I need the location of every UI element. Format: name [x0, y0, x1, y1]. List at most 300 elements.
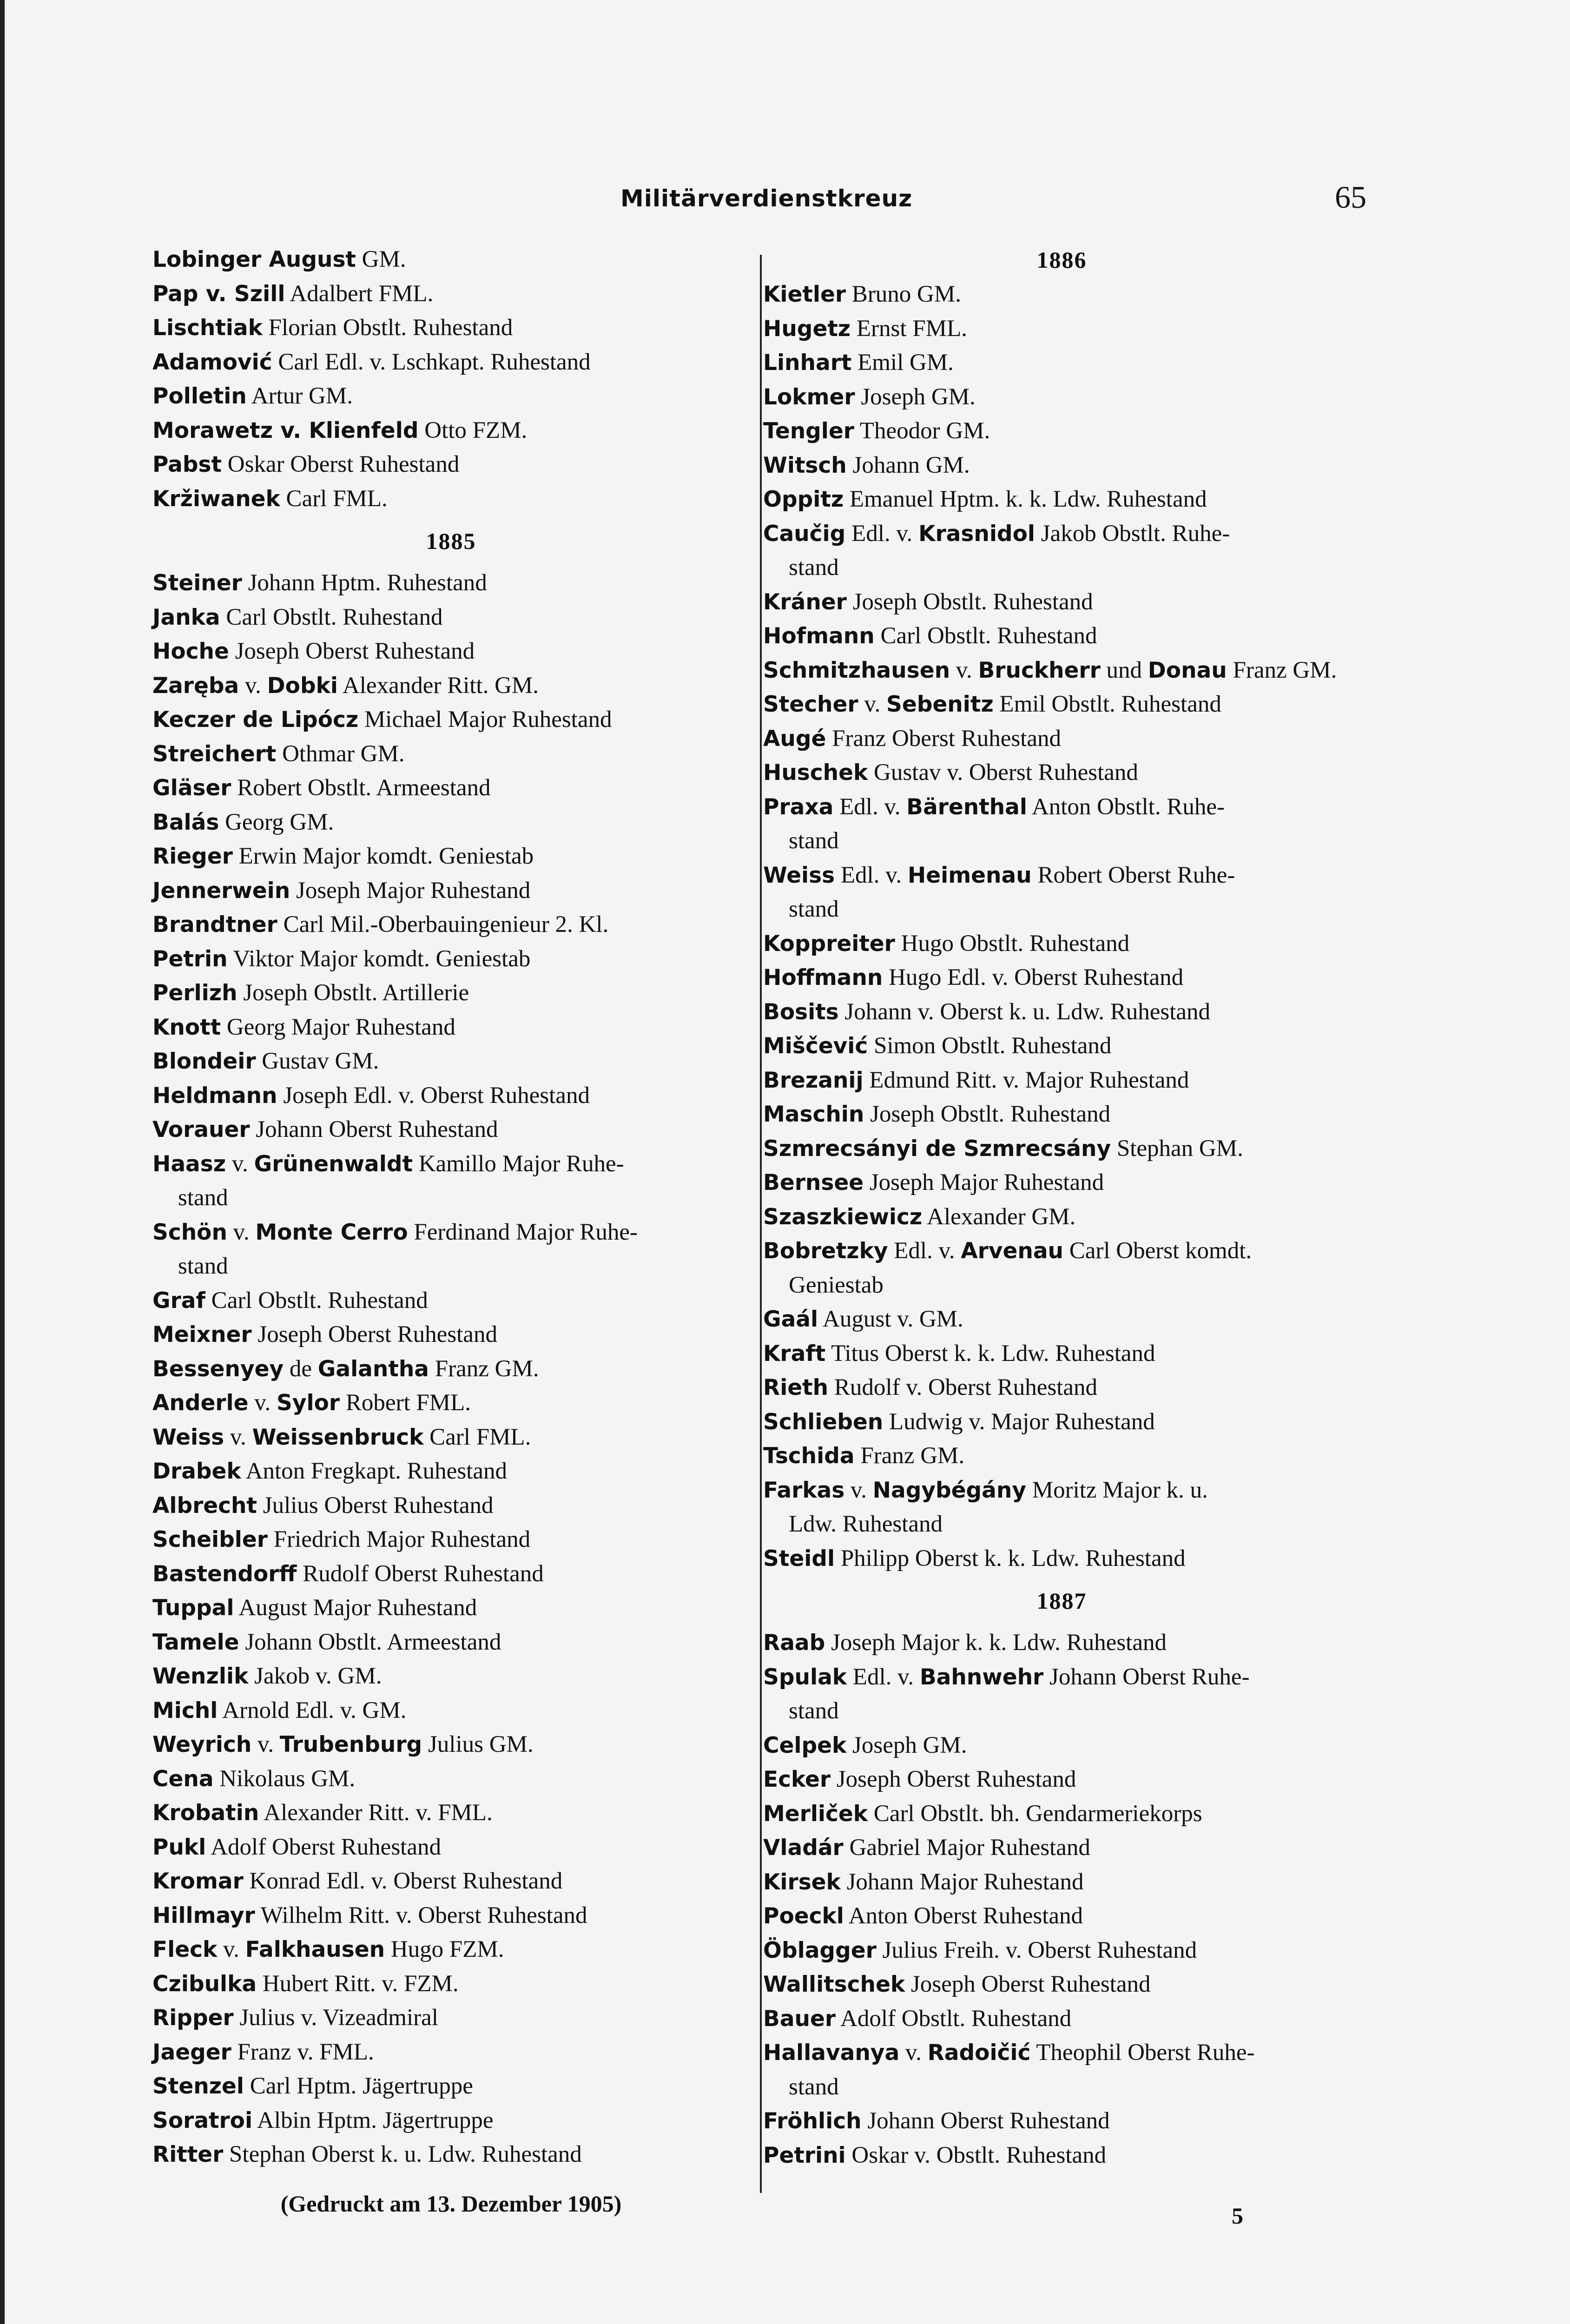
entry-details: v. [899, 2040, 928, 2066]
entry-details: Johann GM. [846, 452, 970, 478]
entry-details: v. [217, 1936, 245, 1962]
list-item [763, 1831, 1360, 1865]
entry-surname: Vorauer [152, 1117, 250, 1142]
list-item [152, 1454, 750, 1489]
list-item [152, 2001, 750, 2035]
list-item [763, 2002, 1360, 2036]
entry-details: Adolf Oberst Ruhestand [206, 1834, 441, 1860]
list-item [152, 2069, 750, 2104]
list-item [152, 737, 750, 772]
entry-details: v. [844, 1477, 873, 1503]
entry-continuation: stand [789, 555, 839, 581]
entry-surname: Falkhausen [245, 1937, 385, 1962]
list-item [152, 1933, 750, 1967]
entry-surname: Gaál [763, 1307, 818, 1332]
entry-surname: Huschek [763, 760, 868, 786]
entry-details: Stephan Oberst k. u. Ldw. Ruhestand [223, 2141, 582, 2167]
list-item [763, 1660, 1360, 1729]
list-item [763, 482, 1360, 517]
entry-details: Joseph Oberst Ruhestand [905, 1971, 1151, 1997]
entry-details: Philipp Oberst k. k. Ldw. Ruhestand [835, 1545, 1186, 1571]
entry-details: Gabriel Major Ruhestand [843, 1835, 1090, 1861]
entry-details: Johann v. Oberst k. u. Ldw. Ruhestand [838, 998, 1211, 1025]
column-divider [760, 255, 762, 2193]
list-item [152, 1386, 750, 1420]
entry-details: v. [226, 1150, 254, 1177]
list-1886 [763, 277, 1360, 1576]
list-item [152, 1079, 750, 1113]
list-item [763, 414, 1360, 449]
list-item [763, 1797, 1360, 1831]
entry-surname: Bobretzky [763, 1238, 888, 1264]
entry-surname: Witsch [763, 452, 847, 478]
entry-surname: Krobatin [152, 1800, 259, 1826]
entry-surname: Haasz [152, 1151, 226, 1177]
entry-surname: Michl [152, 1697, 218, 1723]
entry-details: Adalbert FML. [285, 280, 434, 307]
entry-surname: Heldmann [152, 1083, 277, 1109]
entry-details: Edl. v. [845, 520, 919, 547]
list-item [763, 1967, 1360, 2002]
entry-details: Edmund Ritt. v. Major Ruhestand [863, 1067, 1189, 1093]
entry-details: Johann Major Ruhestand [840, 1868, 1084, 1895]
entry-details: v. [251, 1731, 280, 1757]
entry-surname: Spulak [763, 1664, 847, 1690]
list-item [152, 1489, 750, 1523]
entry-details: und [1100, 657, 1148, 683]
entry-surname: Kržiwanek [152, 486, 280, 512]
list-item [763, 1200, 1360, 1235]
entry-surname: Trubenburg [279, 1732, 422, 1757]
entry-details: Emil GM. [851, 350, 954, 376]
list-item [152, 1659, 750, 1694]
list-item [152, 874, 750, 908]
list-item [763, 1405, 1360, 1439]
list-item [152, 1352, 750, 1386]
list-item [763, 517, 1360, 585]
entry-details: Johann Obstlt. Armeestand [239, 1629, 501, 1655]
list-item [152, 1899, 750, 1933]
list-item [152, 1625, 750, 1660]
list-item [152, 805, 750, 840]
entry-surname: Maschin [763, 1102, 864, 1127]
entry-details: Julius GM. [422, 1731, 534, 1757]
list-item [152, 634, 750, 669]
list-item [152, 908, 750, 942]
entry-details: Gustav v. Oberst Ruhestand [868, 759, 1138, 786]
entry-surname: Radoičić [927, 2040, 1031, 2066]
entry-details: Joseph Major Ruhestand [290, 877, 531, 904]
entry-surname: Polletin [152, 383, 247, 409]
entry-surname: Fröhlich [763, 2108, 862, 2134]
entry-details: Anton Fregkapt. Ruhestand [241, 1458, 507, 1484]
entry-details: Joseph Obstlt. Ruhestand [846, 588, 1093, 615]
entry-details: Georg GM. [219, 809, 334, 835]
entry-details: Joseph Major k. k. Ldw. Ruhestand [825, 1630, 1167, 1656]
entry-surname: Bessenyey [152, 1356, 284, 1382]
list-item [152, 2035, 750, 2070]
entry-surname: Albrecht [152, 1492, 257, 1519]
entry-details: Rudolf v. Oberst Ruhestand [828, 1374, 1097, 1400]
entry-surname: Nagybégány [872, 1477, 1026, 1503]
entry-surname: Wallitschek [763, 1972, 905, 1997]
entry-details: Carl Obstlt. Ruhestand [874, 623, 1097, 649]
list-item [763, 619, 1360, 654]
entry-surname: Wenzlik [152, 1664, 249, 1689]
entry-surname: Ritter [152, 2142, 224, 2167]
entry-details: Carl Obstlt. bh. Gendarmeriekorps [868, 1800, 1202, 1827]
entry-details: Carl Hptm. Jägertruppe [244, 2073, 473, 2099]
intro-list [152, 243, 750, 516]
list-item [152, 1557, 750, 1591]
entry-surname: Weyrich [152, 1732, 252, 1757]
entry-surname: Krasnidol [918, 521, 1035, 547]
entry-details: GM. [356, 246, 406, 272]
list-item [763, 1626, 1360, 1660]
entry-surname: Schlieben [763, 1409, 884, 1435]
list-item [152, 1591, 750, 1625]
entry-details: Gustav GM. [256, 1048, 379, 1074]
list-item [763, 1473, 1360, 1542]
list-item [763, 722, 1360, 756]
list-item [763, 2104, 1360, 2139]
list-item [152, 2104, 750, 2138]
entry-details: Stephan GM. [1111, 1135, 1243, 1162]
entry-details: Johann Oberst Ruhe- [1043, 1664, 1250, 1690]
entry-surname: Perlizh [152, 980, 237, 1006]
list-item [763, 346, 1360, 380]
entry-details: Robert Obstlt. Armeestand [231, 775, 491, 801]
list-item [763, 1371, 1360, 1405]
entry-details: Titus Oberst k. k. Ldw. Ruhestand [825, 1340, 1155, 1367]
entry-surname: Czibulka [152, 1971, 257, 1997]
entry-surname: Petrin [152, 946, 228, 972]
entry-details: Adolf Obstlt. Ruhestand [836, 2005, 1072, 2032]
entry-surname: Praxa [763, 794, 834, 820]
entry-details: v. [248, 1390, 277, 1416]
list-item [763, 961, 1360, 995]
entry-details: Michael Major Ruhestand [358, 706, 612, 733]
entry-details: Artur GM. [246, 383, 353, 409]
entry-details: Edl. v. [847, 1664, 920, 1690]
list-item [152, 414, 750, 448]
entry-surname: Meixner [152, 1322, 252, 1347]
entry-details: Johann Hptm. Ruhestand [242, 570, 487, 596]
entry-surname: Brandtner [152, 912, 277, 938]
entry-surname: Galantha [317, 1356, 429, 1382]
entry-details: Ludwig v. Major Ruhestand [883, 1408, 1155, 1435]
entry-surname: Bärenthal [906, 794, 1027, 820]
list-item [152, 1113, 750, 1147]
list-item [152, 345, 750, 380]
entry-details: Joseph Oberst Ruhestand [831, 1766, 1076, 1792]
print-date-note: (Gedruckt am 13. Dezember 1905) [280, 2191, 622, 2217]
entry-surname: Knott [152, 1014, 221, 1040]
entry-details: v. [858, 691, 887, 717]
entry-details: Franz GM. [429, 1355, 539, 1382]
entry-surname: Öblagger [763, 1937, 877, 1963]
entry-details: v. [950, 657, 978, 683]
entry-details: Johann Oberst Ruhestand [861, 2108, 1110, 2134]
entry-details: Joseph Obstlt. Artillerie [237, 980, 469, 1006]
entry-details: Franz Oberst Ruhestand [826, 725, 1062, 752]
entry-surname: Weiss [763, 862, 835, 888]
list-item [152, 1796, 750, 1830]
entry-details: Hugo Obstlt. Ruhestand [895, 930, 1130, 957]
list-item [152, 482, 750, 516]
entry-details: Jakob Obstlt. Ruhe- [1035, 520, 1230, 547]
list-item [763, 1166, 1360, 1200]
entry-surname: Hillmayr [152, 1902, 255, 1928]
entry-details: Joseph Obstlt. Ruhestand [864, 1101, 1111, 1127]
list-item [152, 277, 750, 311]
entry-surname: Linhart [763, 350, 852, 376]
entry-surname: Donau [1148, 657, 1227, 683]
entry-surname: Jaeger [152, 2039, 231, 2065]
list-item [763, 1302, 1360, 1337]
list-item [152, 601, 750, 635]
entry-details: Joseph GM. [855, 383, 976, 410]
list-item [152, 942, 750, 977]
entry-details: Edl. v. [888, 1238, 961, 1264]
entry-details: Nikolaus GM. [213, 1765, 356, 1792]
list-item [152, 1830, 750, 1865]
list-item [763, 1132, 1360, 1166]
entry-surname: Merliček [763, 1801, 868, 1827]
entry-surname: Adamović [152, 349, 272, 375]
entry-details: Kamillo Major Ruhe- [412, 1150, 624, 1177]
entry-details: Hugo FZM. [385, 1936, 504, 1962]
left-column [152, 243, 750, 2172]
list-item [763, 687, 1360, 722]
entry-details: Hugo Edl. v. Oberst Ruhestand [883, 964, 1184, 990]
entry-details: Anton Oberst Ruhestand [844, 1903, 1083, 1929]
list-item [152, 1864, 750, 1899]
list-item [763, 449, 1360, 483]
entry-surname: Caučig [763, 521, 846, 547]
entry-continuation: stand [789, 896, 839, 922]
entry-details: Viktor Major komdt. Geniestab [227, 945, 531, 972]
entry-surname: Anderle [152, 1390, 249, 1416]
entry-surname: Raab [763, 1630, 825, 1656]
entry-surname: Bernsee [763, 1170, 864, 1195]
list-item [152, 976, 750, 1010]
entry-details: Julius Oberst Ruhestand [257, 1492, 494, 1519]
list-item [152, 1215, 750, 1284]
list-item [152, 379, 750, 414]
entry-surname: Szaszkiewicz [763, 1204, 923, 1230]
list-item [152, 669, 750, 703]
list-item [763, 585, 1360, 620]
list-item [152, 1044, 750, 1079]
entry-details: Joseph GM. [846, 1732, 967, 1758]
entry-details: Carl FML. [423, 1424, 531, 1450]
list-item [763, 995, 1360, 1030]
list-item [763, 1097, 1360, 1132]
entry-surname: Monte Cerro [255, 1219, 408, 1245]
entry-surname: Jennerwein [152, 878, 290, 904]
list-item [152, 1523, 750, 1557]
entry-surname: Sebenitz [886, 692, 994, 717]
list-item [763, 1234, 1360, 1302]
entry-surname: Janka [152, 604, 220, 630]
entry-surname: Rieth [763, 1375, 829, 1400]
year-heading-1887: 1887 [1036, 1588, 1087, 1614]
entry-details: Hubert Ritt. v. FZM. [257, 1970, 459, 1997]
entry-details: Joseph Oberst Ruhestand [251, 1321, 497, 1347]
entry-surname: Lobinger August [152, 247, 356, 272]
entry-surname: Bauer [763, 2006, 836, 2032]
entry-details: Emil Obstlt. Ruhestand [993, 691, 1221, 717]
entry-continuation: stand [789, 828, 839, 854]
entry-surname: Kraft [763, 1340, 826, 1367]
entry-surname: Tschida [763, 1443, 855, 1469]
entry-surname: Scheibler [152, 1527, 268, 1552]
entry-details: Joseph Oberst Ruhestand [229, 638, 475, 664]
entry-details: Edl. v. [833, 793, 907, 820]
entry-surname: Arvenau [961, 1238, 1063, 1264]
year-heading-1886: 1886 [1036, 247, 1087, 273]
entry-details: Florian Obstlt. Ruhestand [262, 315, 513, 341]
entry-surname: Miščević [763, 1033, 868, 1059]
entry-surname: Rieger [152, 844, 233, 869]
entry-details: Arnold Edl. v. GM. [218, 1697, 407, 1723]
entry-surname: Schmitzhausen [763, 657, 950, 683]
list-item [152, 311, 750, 345]
list-item [763, 1029, 1360, 1063]
entry-details: Franz GM. [1227, 657, 1337, 683]
list-item [152, 1420, 750, 1455]
entry-surname: Petrini [763, 2142, 846, 2168]
entry-details: Alexander GM. [922, 1203, 1076, 1230]
list-item [763, 1542, 1360, 1576]
entry-surname: Szmrecsányi de Szmrecsány [763, 1136, 1111, 1162]
entry-surname: Oppitz [763, 487, 844, 512]
entry-details: Theophil Oberst Ruhe- [1030, 2040, 1255, 2066]
entry-details: Simon Obstlt. Ruhestand [868, 1033, 1112, 1059]
entry-surname: Fleck [152, 1937, 218, 1962]
entry-details: Carl Oberst komdt. [1063, 1238, 1252, 1264]
entry-details: Carl Mil.-Oberbauingenieur 2. Kl. [277, 911, 609, 938]
list-item [763, 277, 1360, 312]
entry-surname: Poeckl [763, 1903, 844, 1929]
entry-surname: Gläser [152, 775, 231, 801]
list-item [763, 756, 1360, 790]
entry-details: Anton Obstlt. Ruhe- [1027, 793, 1225, 820]
entry-continuation: Geniestab [789, 1272, 884, 1298]
list-item [763, 1063, 1360, 1098]
entry-surname: Drabek [152, 1459, 241, 1484]
entry-surname: Bosits [763, 999, 839, 1025]
entry-details: Ferdinand Major Ruhe- [408, 1219, 638, 1245]
entry-details: August Major Ruhestand [234, 1595, 477, 1621]
entry-surname: Zaręba [152, 673, 239, 699]
list-item [763, 2139, 1360, 2173]
entry-surname: Streichert [152, 741, 277, 767]
entry-surname: Ecker [763, 1767, 831, 1792]
entry-details: Joseph Major Ruhestand [864, 1169, 1104, 1195]
right-column [763, 243, 1360, 2172]
entry-details: Alexander Ritt. v. FML. [259, 1800, 493, 1826]
list-1887 [763, 1626, 1360, 2172]
entry-details: Friedrich Major Ruhestand [267, 1526, 531, 1552]
list-item [152, 1284, 750, 1318]
entry-surname: Tuppal [152, 1595, 234, 1621]
entry-continuation: stand [178, 1185, 228, 1211]
entry-surname: Morawetz v. Klienfeld [152, 417, 419, 443]
list-item [763, 1899, 1360, 1934]
entry-surname: Balás [152, 809, 219, 835]
list-item [152, 566, 750, 601]
entry-surname: Farkas [763, 1477, 845, 1503]
list-item [152, 1762, 750, 1796]
entry-details: Carl Obstlt. Ruhestand [205, 1287, 428, 1314]
entry-details: Carl Obstlt. Ruhestand [220, 604, 443, 630]
entry-surname: Stecher [763, 692, 858, 717]
entry-continuation: stand [789, 1698, 839, 1724]
entry-details: Erwin Major komdt. Geniestab [232, 843, 534, 869]
entry-surname: Bahnwehr [919, 1664, 1044, 1690]
list-item [152, 703, 750, 737]
list-item [152, 1147, 750, 1215]
entry-details: Julius v. Vizeadmiral [233, 2005, 438, 2031]
list-item [152, 839, 750, 874]
entry-surname: Tengler [763, 418, 854, 444]
entry-surname: Weissenbruck [252, 1424, 424, 1450]
entry-details: Franz v. FML. [231, 2039, 374, 2065]
entry-continuation: stand [178, 1253, 228, 1279]
list-item [152, 448, 750, 482]
entry-surname: Augé [763, 726, 826, 752]
entry-details: Oskar v. Obstlt. Ruhestand [845, 2142, 1107, 2168]
entry-surname: Cena [152, 1766, 214, 1792]
entry-details: Carl FML. [280, 485, 388, 512]
list-item [763, 1865, 1360, 1900]
entry-surname: Kirsek [763, 1869, 841, 1895]
entry-surname: Hoche [152, 639, 229, 664]
page-header-title: Militärverdienstkreuz [620, 185, 913, 212]
entry-surname: Schön [152, 1219, 227, 1245]
list-item [763, 1337, 1360, 1371]
entry-details: Otto FZM. [418, 417, 528, 443]
entry-details: Theodor GM. [854, 418, 990, 444]
entry-details: Joseph Edl. v. Oberst Ruhestand [277, 1082, 590, 1109]
entry-details: Franz GM. [854, 1443, 965, 1469]
sheet-signature-mark: 5 [1232, 2203, 1243, 2229]
entry-surname: Bastendorff [152, 1561, 297, 1587]
list-item [763, 654, 1360, 688]
entry-details: Carl Edl. v. Lschkapt. Ruhestand [272, 349, 591, 375]
entry-surname: Hugetz [763, 316, 851, 342]
entry-surname: Soratroi [152, 2107, 253, 2133]
entry-details: Rudolf Oberst Ruhestand [297, 1560, 544, 1587]
entry-continuation: Ldw. Ruhestand [789, 1511, 943, 1537]
entry-surname: Hoffmann [763, 965, 883, 990]
entry-details: Ernst FML. [851, 315, 967, 342]
entry-surname: Vladár [763, 1835, 844, 1861]
entry-continuation: stand [789, 2073, 839, 2100]
entry-surname: Pukl [152, 1834, 206, 1860]
entry-details: Moritz Major k. u. [1026, 1477, 1208, 1503]
entry-details: Emanuel Hptm. k. k. Ldw. Ruhestand [844, 486, 1207, 512]
list-item [763, 1439, 1360, 1473]
entry-surname: Bruckherr [978, 657, 1101, 683]
entry-details: Albin Hptm. Jägertruppe [252, 2107, 494, 2133]
list-item [152, 243, 750, 277]
entry-details: Robert FML. [340, 1390, 471, 1416]
list-item [763, 1763, 1360, 1797]
entry-details: Oskar Oberst Ruhestand [222, 451, 460, 477]
